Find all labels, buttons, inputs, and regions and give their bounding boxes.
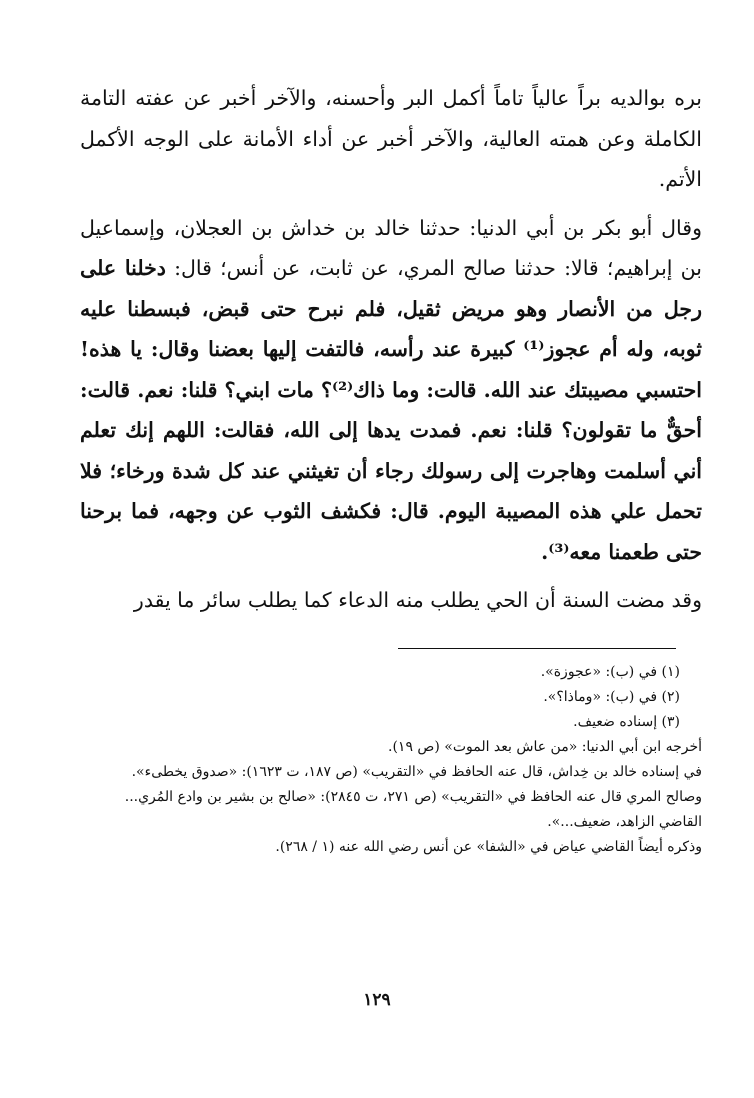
paragraph-1: بره بوالديه براً عالياً تاماً أكمل البر وأحسنه، والآخر أخبر عن عفته التامة الكاملة وعن همته العالية، والآخر أخبر عن أداء الأمانة على الوجه الأكمل الأتم. xyxy=(80,86,702,191)
footnote-3: (٣) إسناده ضعيف. xyxy=(573,714,680,730)
footnote-3-reference: وذكره أيضاً القاضي عياض في «الشفا» عن أنس رضي الله عنه (١ / ٢٦٨). xyxy=(275,839,702,855)
footnote-3-source: أخرجه ابن أبي الدنيا: «من عاش بعد الموت» (ص ١٩). xyxy=(388,739,702,755)
footnote-separator xyxy=(398,648,676,649)
page-number: ١٢٩ xyxy=(363,990,391,1010)
paragraph-2 xyxy=(80,208,702,573)
hadith-narration: دخلنا على رجل من الأنصار وهو مريض ثقيل، فلم نبرح حتى قبض، فبسطنا عليه ثوبه، وله أم عجوز⁽¹⁾ كبيرة عند رأسه، فالتفت إليها بعضنا وقال: يا هذه! احتسبي مصيبتك عند الله. قالت: وما ذاك⁽²⁾؟ مات ابني؟ قلنا: نعم. قالت: أحقٌّ ما تقولون؟ قلنا: نعم. فمدت يدها إلى الله، فقالت: اللهم إنك تعلم أني أسلمت وهاجرت إلى رسولك رجاء أن تغيثني عند كل شدة ورخاء؛ فلا تحمل علي هذه المصيبة اليوم. قال: فكشف الثوب عن وجهه، فما برحنا حتى طعمنا معه⁽³⁾. xyxy=(80,256,703,564)
footnotes xyxy=(82,660,702,860)
paragraph-3: وقد مضت السنة أن الحي يطلب منه الدعاء كما يطلب سائر ما يقدر xyxy=(133,588,702,612)
footnote-1: (١) في (ب): «عجوزة». xyxy=(540,664,680,680)
footnote-3-narrator-2: وصالح المري قال عنه الحافظ في «التقريب» (ص ٢٧١، ت ٢٨٤٥): «صالح بن بشير بن وادع المُري... القاضي الزاهد، ضعيف...». xyxy=(124,789,702,830)
footnote-2: (٢) في (ب): «وماذا؟». xyxy=(543,689,680,705)
footnote-3-narrator-1: في إسناده خالد بن خِداش، قال عنه الحافظ في «التقريب» (ص ١٨٧، ت ١٦٢٣): «صدوق يخطىء». xyxy=(131,764,702,780)
isnad-chain: وقال أبو بكر بن أبي الدنيا: حدثنا خالد بن خداش بن العجلان، وإسماعيل بن إبراهيم؛ قالا: حدثنا صالح المري، عن ثابت، عن أنس؛ قال: xyxy=(80,215,702,280)
main-text xyxy=(80,78,702,621)
